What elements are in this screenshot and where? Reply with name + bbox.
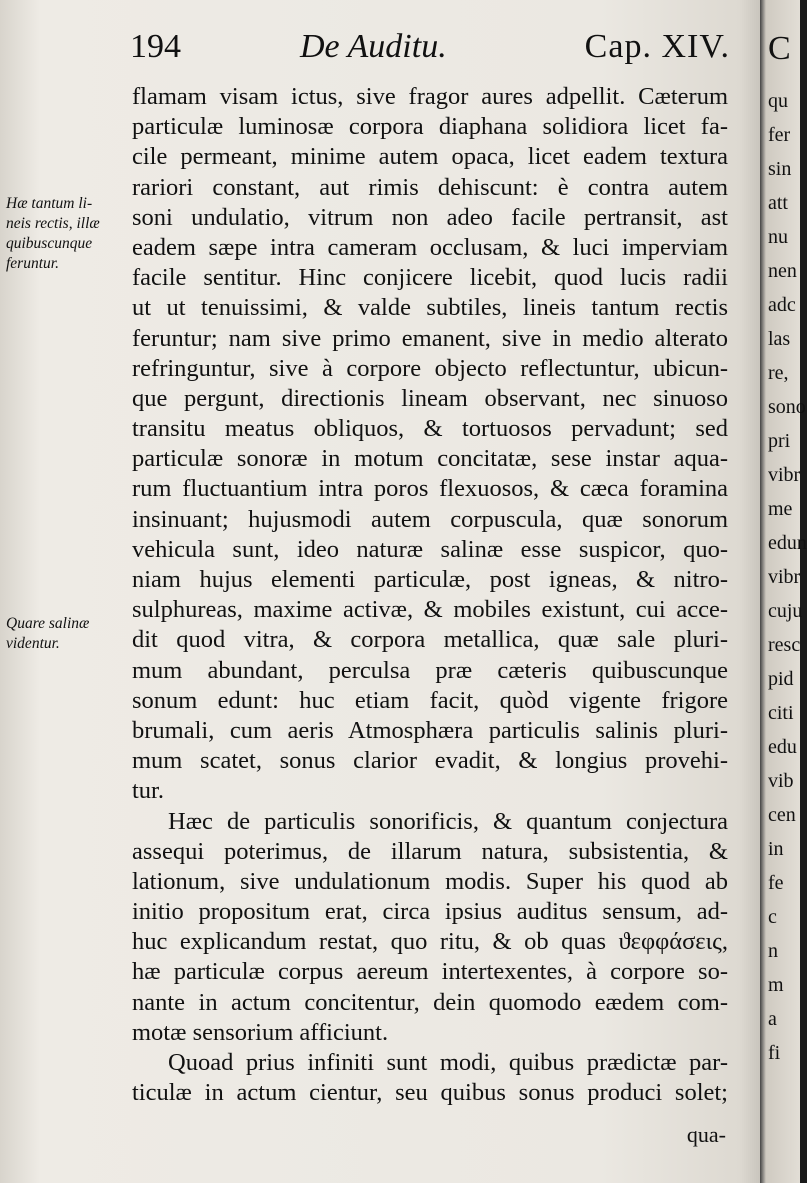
- body-text: [132, 82, 728, 1108]
- adjacent-page-fragment: n: [768, 940, 778, 962]
- adjacent-page-edge: [760, 0, 807, 1183]
- adjacent-page-fragment: vibr: [768, 566, 801, 588]
- text-line: cile permeant, minime autem opaca, licet eadem textura: [132, 143, 728, 171]
- adjacent-page-fragment: las: [768, 328, 791, 350]
- text-line: Hæc de particulis sonorificis, & quantum conjectura: [168, 807, 728, 835]
- adjacent-page-fragment: nu: [768, 226, 788, 248]
- text-line: que pergunt, directionis lineam observant, nec sinuoso: [132, 384, 728, 412]
- margin-note-2: [6, 614, 89, 654]
- text-line: facile sentitur. Hinc conjicere licebit, quod lucis radii: [132, 264, 728, 292]
- text-line: particulæ sonoræ in motum concitatæ, sese instar aqua-: [132, 445, 728, 473]
- adjacent-page-fragment: pid: [768, 668, 794, 690]
- text-line: huc explicandum restat, quo ritu, & ob quas ϑεφφάσεις,: [132, 928, 728, 956]
- adjacent-page-fragment: adc: [768, 294, 796, 316]
- text-line: transitu meatus obliquos, & tortuosos pervadunt; sed: [132, 415, 728, 443]
- text-line: Quoad prius infiniti sunt modi, quibus prædictæ par-: [168, 1049, 728, 1076]
- adjacent-page-fragment: qu: [768, 90, 788, 112]
- chapter-label: Cap. XIV.: [584, 28, 730, 65]
- text-line: sonum edunt: huc etiam facit, quòd vigente frigore: [132, 686, 728, 714]
- adjacent-page-fragment: fer: [768, 124, 791, 146]
- running-title: De Auditu.: [300, 28, 447, 65]
- adjacent-page-fragment: cuju: [768, 600, 803, 622]
- text-line: motæ sensorium afficiunt.: [132, 1018, 389, 1046]
- text-line: sulphureas, maxime activæ, & mobiles existunt, cui acce-: [132, 596, 728, 624]
- adjacent-page-fragment: fi: [768, 1042, 781, 1064]
- adjacent-page-fragment: att: [768, 192, 788, 214]
- text-line: flamam visam ictus, sive fragor aures adpellit. Cæterum: [132, 83, 728, 110]
- text-line: refringuntur, sive à corpore objecto reflectuntur, ubicun-: [132, 354, 728, 382]
- adjacent-page-fragment: pri: [768, 430, 791, 452]
- text-line: assequi poterimus, de illarum natura, subsistentia, &: [132, 837, 728, 865]
- text-line: insinuant; hujusmodi autem corpuscula, quæ sonorum: [132, 505, 728, 533]
- text-line: rariori constant, aut rimis dehiscunt: è contra autem: [132, 173, 728, 201]
- page-number: 194: [130, 28, 181, 65]
- adjacent-page-fragment: citi: [768, 702, 794, 724]
- adjacent-page-fragment: m: [768, 974, 784, 996]
- text-line: brumali, cum aeris Atmosphæra particulis salinis pluri-: [132, 716, 728, 744]
- text-line: eadem sæpe intra cameram occlusam, & luci imperviam: [132, 233, 728, 261]
- adjacent-page-fragment: resc: [768, 634, 801, 656]
- margin-note-line: Hæ tantum li-: [6, 195, 93, 212]
- adjacent-page-fragment: nen: [768, 260, 797, 282]
- adjacent-page-fragment: edun: [768, 532, 807, 554]
- margin-note-line: neis rectis, illæ: [6, 215, 100, 232]
- text-line: initio propositum erat, circa ipsius auditus sensum, ad-: [132, 898, 728, 926]
- adjacent-page-fragment: fe: [768, 872, 784, 894]
- text-line: tur.: [132, 777, 164, 805]
- margin-note-line: videntur.: [6, 635, 60, 652]
- margin-note-line: quibuscunque: [6, 235, 93, 252]
- catchword: qua-: [686, 1122, 726, 1147]
- adjacent-page-fragment: a: [768, 1008, 777, 1030]
- adjacent-page-fragment: C: [768, 30, 791, 67]
- text-line: feruntur; nam sive primo emanent, sive in medio alterato: [132, 324, 728, 352]
- text-line: particulæ luminosæ corpora diaphana solidiora licet fa-: [132, 113, 728, 141]
- running-head: [130, 24, 730, 80]
- margin-note-1: [6, 194, 100, 274]
- text-line: niam hujus elementi particulæ, post igneas, & nitro-: [132, 566, 728, 593]
- text-line: dit quod vitra, & corpora metallica, quæ sale pluri-: [132, 626, 728, 654]
- text-line: rum fluctuantium intra poros flexuosos, & cæca foramina: [132, 475, 728, 503]
- adjacent-page-fragment: cen: [768, 804, 796, 826]
- text-line: mum scatet, sonus clarior evadit, & longius provehi-: [132, 747, 728, 775]
- adjacent-page-fragment: vibr: [768, 464, 801, 486]
- text-line: ut ut tenuissimi, & valde subtiles, lineis tantum rectis: [132, 294, 728, 322]
- adjacent-page-fragment: c: [768, 906, 777, 928]
- text-line: vehicula sunt, ideo naturæ salinæ esse suspicor, quo-: [132, 535, 728, 563]
- text-line: lationum, sive undulationum modis. Super his quod ab: [132, 867, 728, 895]
- adjacent-page-fragment: sono: [768, 396, 806, 418]
- text-line: soni undulatio, vitrum non adeo facile pertransit, ast: [132, 203, 728, 231]
- adjacent-page-fragment: in: [768, 838, 784, 860]
- adjacent-page-fragment: sin: [768, 158, 792, 180]
- text-line: hæ particulæ corpus aereum intertexentes, à corpore so-: [132, 958, 728, 986]
- text-line: ticulæ in actum cientur, seu quibus sonus produci solet;: [132, 1079, 728, 1107]
- adjacent-page-fragment: edu: [768, 736, 797, 758]
- adjacent-page-fragment: re,: [768, 362, 789, 384]
- adjacent-page-fragment: me: [768, 498, 793, 520]
- margin-note-line: feruntur.: [6, 255, 59, 272]
- margin-note-line: Quare salinæ: [6, 615, 90, 632]
- text-line: mum abundant, perculsa præ cæteris quibuscunque: [132, 656, 728, 684]
- text-line: nante in actum concitentur, dein quomodo eædem com-: [132, 988, 728, 1016]
- adjacent-page-fragment: vib: [768, 770, 794, 792]
